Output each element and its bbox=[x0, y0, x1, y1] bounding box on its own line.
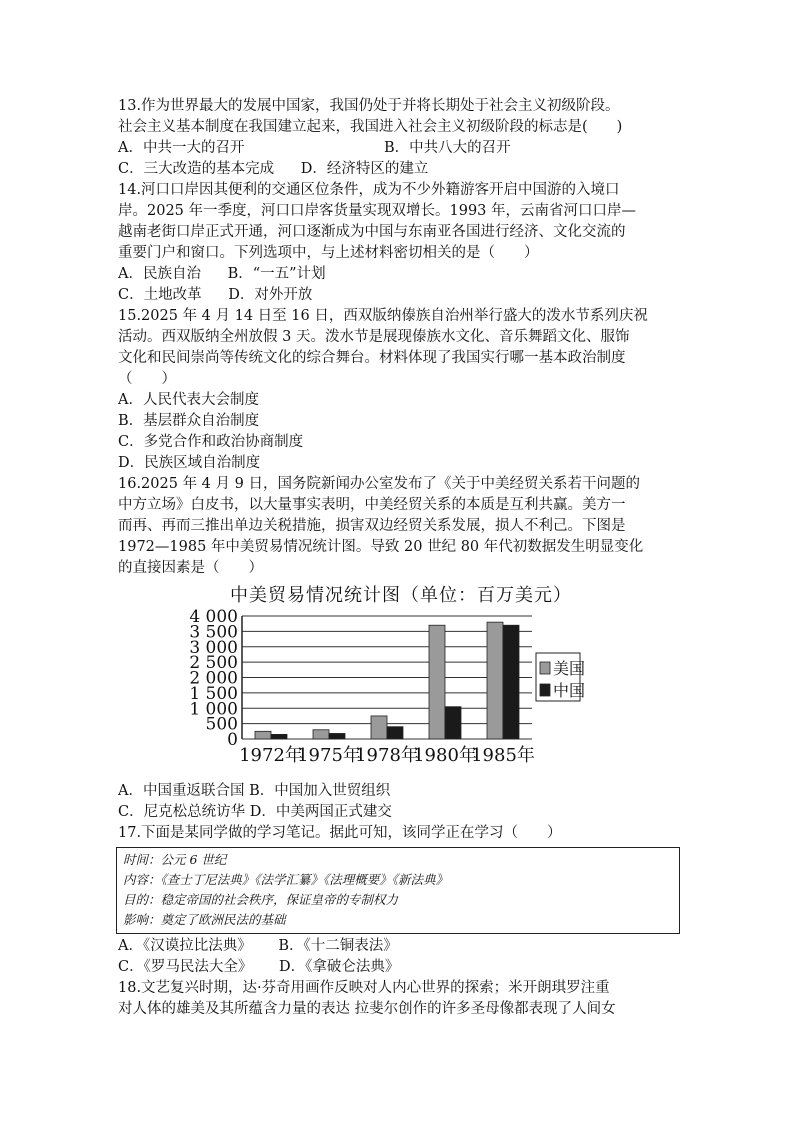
x-tick-label: 1972年 bbox=[239, 745, 303, 766]
question-text: （ ） bbox=[118, 371, 176, 387]
option-b[interactable]: B．“一五”计划 bbox=[227, 266, 326, 282]
study-notes-box bbox=[116, 847, 680, 934]
y-tick-label: 1 000 bbox=[189, 699, 238, 720]
option-c[interactable]: C．三大改造的基本完成 bbox=[118, 161, 275, 177]
option-a[interactable]: A．《汉谟拉比法典》 bbox=[118, 938, 252, 954]
option-c[interactable]: C．《罗马民法大全》 bbox=[118, 959, 253, 975]
bar-chart-svg bbox=[118, 581, 684, 781]
question-text: 岸。2025 年一季度，河口口岸客货量实现双增长。1993 年，云南省河口口岸— bbox=[118, 203, 637, 219]
y-tick-label: 3 500 bbox=[189, 622, 238, 643]
question-text: 而再、再而三推出单边关税措施，损害双边经贸关系发展，损人不利己。下图是 bbox=[118, 518, 626, 534]
legend-swatch bbox=[540, 684, 550, 696]
question-text: 14.河口口岸因其便利的交通区位条件，成为不少外籍游客开启中国游的入境口 bbox=[118, 182, 620, 198]
question-text: 的直接因素是（ ） bbox=[118, 560, 263, 576]
option-d[interactable]: D．民族区域自治制度 bbox=[118, 455, 261, 471]
legend-label: 美国 bbox=[553, 659, 586, 678]
bar-美国-1978年 bbox=[371, 716, 387, 739]
option-a[interactable]: A．民族自治 bbox=[118, 266, 201, 282]
question-text: 1972—1985 年中美贸易情况统计图。导致 20 世纪 80 年代初数据发生明显变化 bbox=[118, 539, 644, 555]
option-d[interactable]: D．对外开放 bbox=[228, 287, 313, 303]
question-text: 16.2025 年 4 月 9 日，国务院新闻办公室发布了《关于中美经贸关系若干问题的 bbox=[118, 476, 640, 492]
question-14 bbox=[118, 180, 684, 306]
question-text: 越南老街口岸正式开通，河口逐渐成为中国与东南亚各国进行经济、文化交流的 bbox=[118, 224, 626, 240]
question-text: 15.2025 年 4 月 14 日至 16 日，西双版纳傣族自治州举行盛大的泼水节系列庆祝 bbox=[118, 308, 648, 324]
question-text: 社会主义基本制度在我国建立起来，我国进入社会主义初级阶段的标志是( ) bbox=[118, 119, 623, 135]
exam-page bbox=[118, 96, 684, 1020]
question-15 bbox=[118, 306, 684, 474]
bar-中国-1972年 bbox=[271, 734, 287, 739]
question-13 bbox=[118, 96, 684, 180]
bar-美国-1972年 bbox=[255, 731, 271, 739]
notes-content: 内容：《查士丁尼法典》《法学汇纂》《法理概要》《新法典》 bbox=[123, 872, 449, 887]
x-tick-label: 1985年 bbox=[471, 745, 535, 766]
y-tick-label: 1 500 bbox=[189, 683, 238, 704]
notes-time: 时间：公元 6 世纪 bbox=[123, 852, 227, 867]
bar-中国-1985年 bbox=[503, 625, 519, 739]
option-b[interactable]: B．中共八大的召开 bbox=[384, 140, 511, 156]
option-d[interactable]: D．经济特区的建立 bbox=[300, 161, 429, 177]
x-tick-label: 1975年 bbox=[297, 745, 361, 766]
question-text: 13.作为世界最大的发展中国家，我国仍处于并将长期处于社会主义初级阶段。 bbox=[118, 98, 620, 114]
question-text: 重要门户和窗口。下列选项中，与上述材料密切相关的是（ ） bbox=[118, 245, 539, 261]
bar-中国-1980年 bbox=[445, 707, 461, 739]
option-a[interactable]: A．人民代表大会制度 bbox=[118, 392, 259, 408]
notes-impact: 影响：奠定了欧洲民法的基础 bbox=[123, 912, 286, 927]
bar-美国-1985年 bbox=[487, 622, 503, 739]
chart-title: 中美贸易情况统计图（单位：百万美元） bbox=[230, 585, 572, 606]
question-text: 中方立场》白皮书，以大量事实表明，中美经贸关系的本质是互利共赢。美方一 bbox=[118, 497, 626, 513]
legend-label: 中国 bbox=[553, 681, 586, 700]
bar-美国-1975年 bbox=[313, 730, 329, 739]
y-tick-label: 0 bbox=[227, 730, 238, 750]
question-16 bbox=[118, 474, 684, 823]
question-text: 对人体的雄美及其所蕴含力量的表达 拉斐尔创作的许多圣母像都表现了人间女 bbox=[118, 1001, 616, 1017]
option-ab[interactable]: A．中国重返联合国 B．中国加入世贸组织 bbox=[118, 783, 391, 799]
option-b[interactable]: B．《十二铜表法》 bbox=[278, 938, 398, 954]
bar-美国-1980年 bbox=[429, 625, 445, 739]
x-tick-label: 1980年 bbox=[413, 745, 477, 766]
option-c[interactable]: C．多党合作和政治协商制度 bbox=[118, 434, 304, 450]
option-d[interactable]: D．《拿破仑法典》 bbox=[278, 959, 400, 975]
notes-purpose: 目的：稳定帝国的社会秩序，保证皇帝的专制权力 bbox=[123, 892, 399, 907]
y-tick-label: 4 000 bbox=[189, 607, 238, 627]
trade-chart bbox=[118, 581, 684, 781]
question-text: 活动。西双版纳全州放假 3 天。泼水节是展现傣族水文化、音乐舞蹈文化、服饰 bbox=[118, 329, 630, 345]
legend-swatch bbox=[540, 662, 550, 674]
bar-中国-1975年 bbox=[329, 733, 345, 739]
y-tick-label: 2 000 bbox=[189, 668, 238, 689]
option-c[interactable]: C．土地改革 bbox=[118, 287, 202, 303]
question-text: 文化和民间崇尚等传统文化的综合舞台。材料体现了我国实行哪一基本政治制度 bbox=[118, 350, 626, 366]
y-tick-label: 2 500 bbox=[189, 653, 238, 674]
question-text: 17.下面是某同学做的学习笔记。据此可知，该同学正在学习（ ） bbox=[118, 825, 562, 841]
option-a[interactable]: A．中共一大的召开 bbox=[118, 140, 245, 156]
question-text: 18.文艺复兴时期，达·芬奇用画作反映对人内心世界的探索；米开朗琪罗注重 bbox=[118, 980, 610, 996]
bar-中国-1978年 bbox=[387, 727, 403, 739]
y-tick-label: 3 000 bbox=[189, 637, 238, 658]
option-cd[interactable]: C．尼克松总统访华 D．中美两国正式建交 bbox=[118, 804, 392, 820]
x-tick-label: 1978年 bbox=[355, 745, 419, 766]
question-17 bbox=[118, 823, 684, 978]
question-18 bbox=[118, 978, 684, 1020]
option-b[interactable]: B．基层群众自治制度 bbox=[118, 413, 260, 429]
y-tick-label: 500 bbox=[205, 714, 238, 735]
